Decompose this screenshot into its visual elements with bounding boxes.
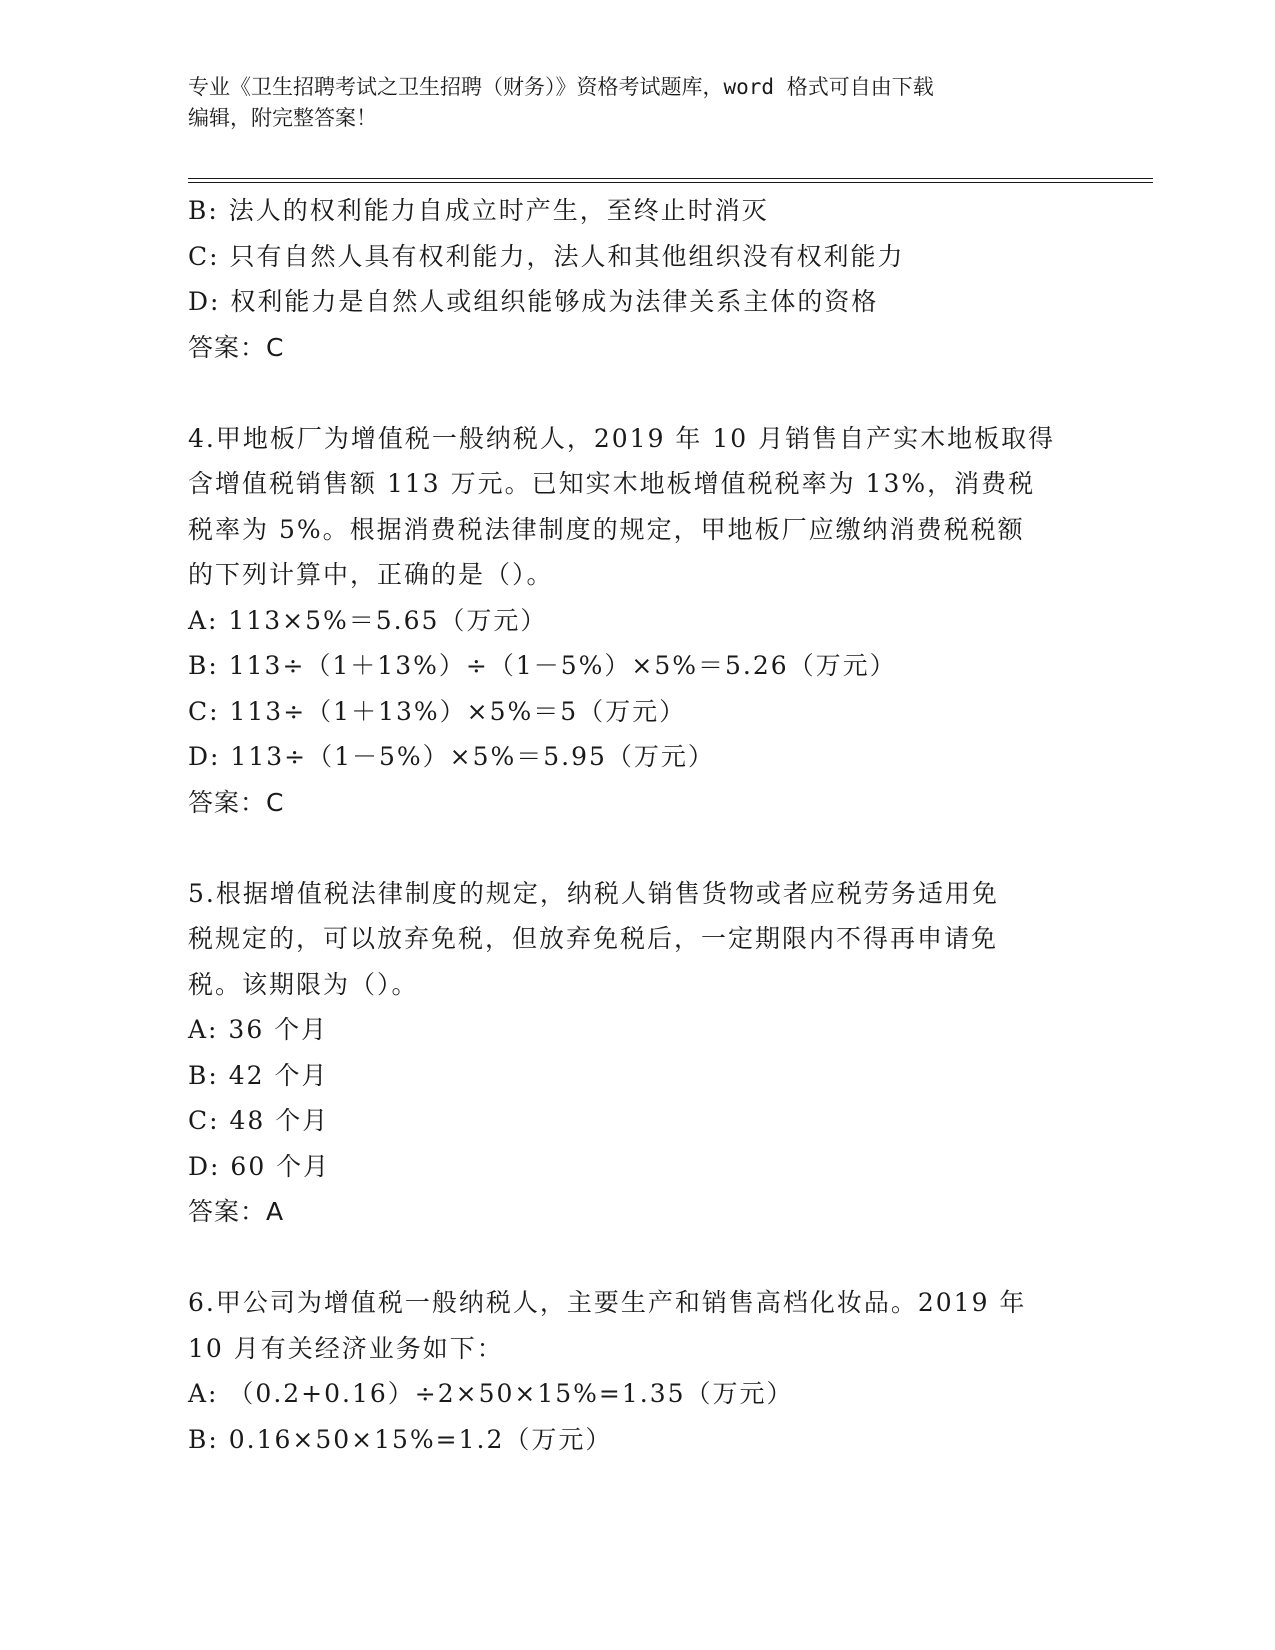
q6-option-b: B: 0.16×50×15%=1.2（万元） <box>188 1424 613 1454</box>
q3-option-c: C: 只有自然人具有权利能力，法人和其他组织没有权利能力 <box>188 241 905 271</box>
spacer <box>188 825 1088 871</box>
q4-option-c: C: 113÷（1＋13%）×5%＝5（万元） <box>188 696 687 726</box>
q4-answer: 答案：C <box>188 787 285 817</box>
question-5 <box>188 871 1088 1235</box>
header-line-1: 专业《卫生招聘考试之卫生招聘（财务）》资格考试题库，word 格式可自由下载 <box>188 75 934 99</box>
q6-option-a: A: （0.2+0.16）÷2×50×15%=1.35（万元） <box>188 1379 794 1408</box>
q5-stem-line: 5.根据增值税法律制度的规定，纳税人销售货物或者应税劳务适用免 <box>188 878 999 908</box>
q6-stem-line: 6.甲公司为增值税一般纳税人，主要生产和销售高档化妆品。2019 年 <box>188 1288 1027 1317</box>
q5-stem-line: 税。该期限为（）。 <box>188 969 419 999</box>
q5-option-c: C: 48 个月 <box>188 1106 330 1135</box>
document-header <box>188 72 1088 134</box>
q3-answer: 答案：C <box>188 332 285 362</box>
question-3 <box>188 188 1088 370</box>
header-divider-bottom <box>188 182 1153 183</box>
q5-stem-line: 税规定的，可以放弃免税，但放弃免税后，一定期限内不得再申请免 <box>188 924 999 953</box>
q4-option-a: A: 113×5%＝5.65（万元） <box>188 605 548 635</box>
question-6 <box>188 1280 1088 1462</box>
q5-option-b: B: 42 个月 <box>188 1060 329 1090</box>
spacer <box>188 1235 1088 1281</box>
q6-stem-line: 10 月有关经济业务如下： <box>188 1333 504 1363</box>
q4-option-d: D: 113÷（1－5%）×5%＝5.95（万元） <box>188 742 715 771</box>
spacer <box>188 370 1088 416</box>
q4-option-b: B: 113÷（1＋13%）÷（1－5%）×5%＝5.26（万元） <box>188 651 897 680</box>
q4-stem-line: 的下列计算中，正确的是（）。 <box>188 560 554 589</box>
q3-option-b: B: 法人的权利能力自成立时产生，至终止时消灭 <box>188 196 769 225</box>
q4-stem-line: 4.甲地板厂为增值税一般纳税人，2019 年 10 月销售自产实木地板取得 <box>188 423 1056 453</box>
question-4 <box>188 416 1088 826</box>
q3-option-d: D: 权利能力是自然人或组织能够成为法律关系主体的资格 <box>188 287 879 316</box>
q5-option-a: A: 36 个月 <box>188 1015 329 1044</box>
header-line-2: 编辑，附完整答案！ <box>188 106 377 130</box>
q5-answer: 答案：A <box>188 1197 285 1226</box>
header-divider-top <box>188 178 1153 179</box>
q5-option-d: D: 60 个月 <box>188 1151 331 1181</box>
question-content <box>188 188 1088 1462</box>
q4-stem-line: 含增值税销售额 113 万元。已知实木地板增值税税率为 13%，消费税 <box>188 469 1036 498</box>
q4-stem-line: 税率为 5%。根据消费税法律制度的规定，甲地板厂应缴纳消费税税额 <box>188 514 1025 544</box>
